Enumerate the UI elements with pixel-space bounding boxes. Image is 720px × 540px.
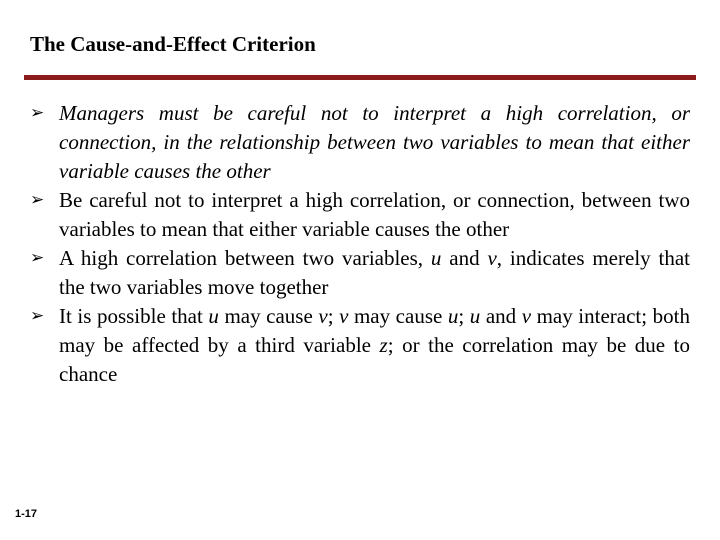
bullet-item <box>30 244 690 302</box>
arrow-bullet-icon: ➢ <box>30 248 45 268</box>
bullet-text: A high correlation between two variables, u and v, indicates merely that the two variables move together <box>59 246 690 299</box>
bullet-text: Be careful not to interpret a high correlation, or connection, between two variables to mean that either variable causes the other <box>59 188 690 241</box>
arrow-bullet-icon: ➢ <box>30 103 45 123</box>
arrow-bullet-icon: ➢ <box>30 306 45 326</box>
bullet-item <box>30 302 690 389</box>
bullet-list <box>30 99 690 389</box>
title-divider <box>24 75 696 80</box>
bullet-item <box>30 186 690 244</box>
bullet-text: Managers must be careful not to interpret a high correlation, or connection, in the relationship between two variables to mean that either variable causes the other <box>59 101 690 183</box>
slide-number: 1-17 <box>15 508 38 520</box>
bullet-item <box>30 99 690 186</box>
arrow-bullet-icon: ➢ <box>30 190 45 210</box>
slide-title: The Cause-and-Effect Criterion <box>30 32 316 56</box>
bullet-text: It is possible that u may cause v; v may cause u; u and v may interact; both may be affected by a third variable z; or the correlation may be due to chance <box>59 304 690 386</box>
